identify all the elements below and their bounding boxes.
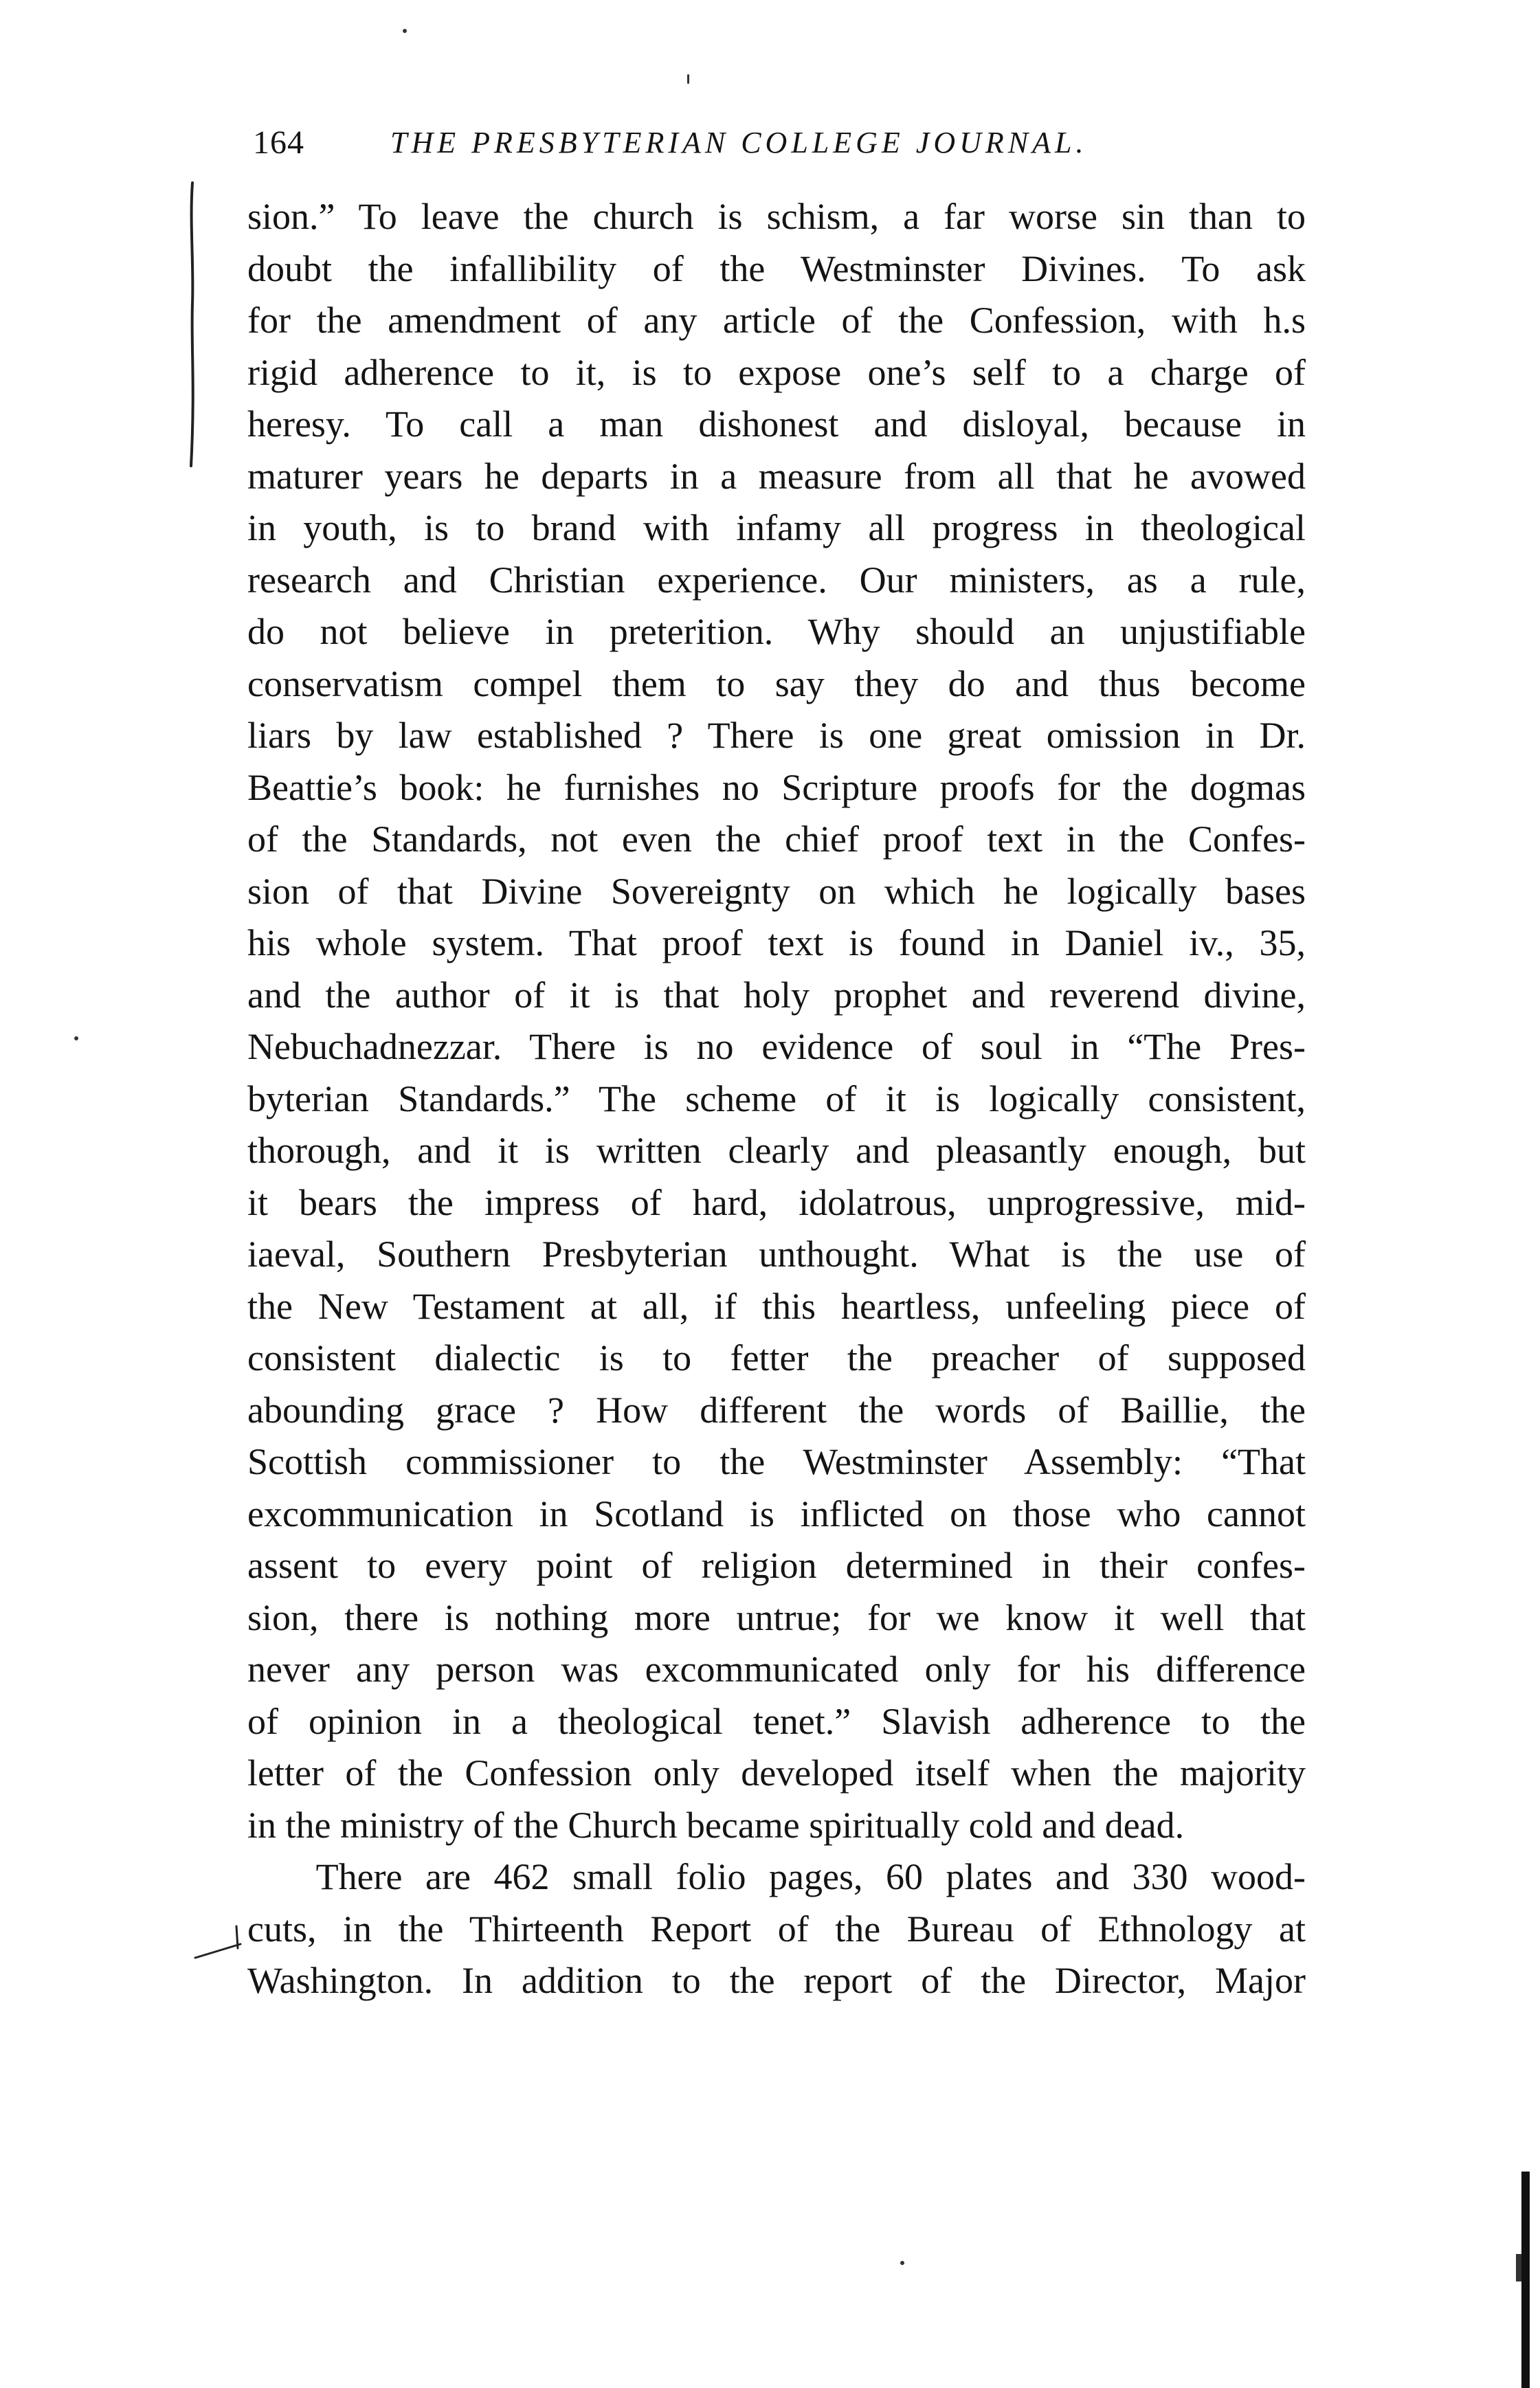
scan-speck [687,74,689,84]
text-line: of the Standards, not even the chief proof text in the Confes- [247,818,1306,860]
page-number: 164 [253,124,304,161]
text-line: research and Christian experience. Our ministers, as a rule, [247,559,1306,601]
text-line: for the amendment of any article of the Confession, with h.s [247,300,1306,341]
text-line: never any person was excommunicated only for his difference [247,1649,1306,1690]
text-line: the New Testament at all, if this heartless, unfeeling piece of [247,1285,1306,1327]
text-line: Scottish commissioner to the Westminster Assembly: “That [247,1441,1306,1482]
text-line: sion, there is nothing more untrue; for we know it well that [247,1596,1306,1638]
text-line: excommunication in Scotland is inflicted on those who cannot [247,1493,1306,1535]
text-line: cuts, in the Thirteenth Report of the Bureau of Ethnology at [247,1908,1306,1950]
scan-speck [403,29,407,33]
text-line: byterian Standards.” The scheme of it is logically consistent, [247,1078,1306,1119]
text-line: of opinion in a theological tenet.” Slavish adherence to the [247,1700,1306,1742]
text-line: in the ministry of the Church became spiritually cold and dead. [247,1804,1185,1846]
text-line: doubt the infallibility of the Westminster Divines. To ask [247,247,1306,289]
page-header [253,115,1146,170]
text-line: it bears the impress of hard, idolatrous, unprogressive, mid- [247,1181,1306,1223]
scan-speck [74,1036,78,1040]
scan-edge-mark [1512,2172,1532,2388]
margin-tick-mark [192,1921,247,1962]
text-line: There are 462 small folio pages, 60 plates and 330 wood- [247,1856,1306,1897]
text-line: sion of that Divine Sovereignty on which he logically bases [247,870,1306,912]
text-line: and the author of it is that holy prophet and reverend divine, [247,974,1306,1016]
running-title: THE PRESBYTERIAN COLLEGE JOURNAL. [390,126,1088,159]
margin-bracket-mark [183,180,203,469]
text-line: in youth, is to brand with infamy all progress in theological [247,507,1306,548]
text-line: iaeval, Southern Presbyterian unthought. What is the use of [247,1234,1306,1275]
text-line: conservatism compel them to say they do and thus become [247,662,1306,704]
text-line: assent to every point of religion determined in their confes- [247,1545,1306,1586]
scan-speck [900,2261,904,2265]
body-text [247,191,1306,2007]
text-line: Beattie’s book: he furnishes no Scripture proofs for the dogmas [247,766,1306,808]
text-line: thorough, and it is written clearly and pleasantly enough, but [247,1130,1306,1171]
text-line: liars by law established ? There is one great omission in Dr. [247,715,1306,756]
text-line: sion.” To leave the church is schism, a far worse sin than to [247,196,1306,237]
text-line: do not believe in preterition. Why should an unjustifiable [247,611,1306,652]
text-line: heresy. To call a man dishonest and disloyal, because in [247,403,1306,445]
text-line: abounding grace ? How different the words of Baillie, the [247,1389,1306,1431]
text-line: Washington. In addition to the report of the Director, Major [247,1960,1306,2001]
text-line: consistent dialectic is to fetter the preacher of supposed [247,1337,1306,1379]
text-line: Nebuchadnezzar. There is no evidence of soul in “The Pres- [247,1026,1306,1067]
text-line: maturer years he departs in a measure from all that he avowed [247,455,1306,497]
text-line: his whole system. That proof text is found in Daniel iv., 35, [247,922,1306,963]
text-line: letter of the Confession only developed itself when the majority [247,1752,1306,1794]
text-line: rigid adherence to it, is to expose one’s self to a charge of [247,351,1306,393]
